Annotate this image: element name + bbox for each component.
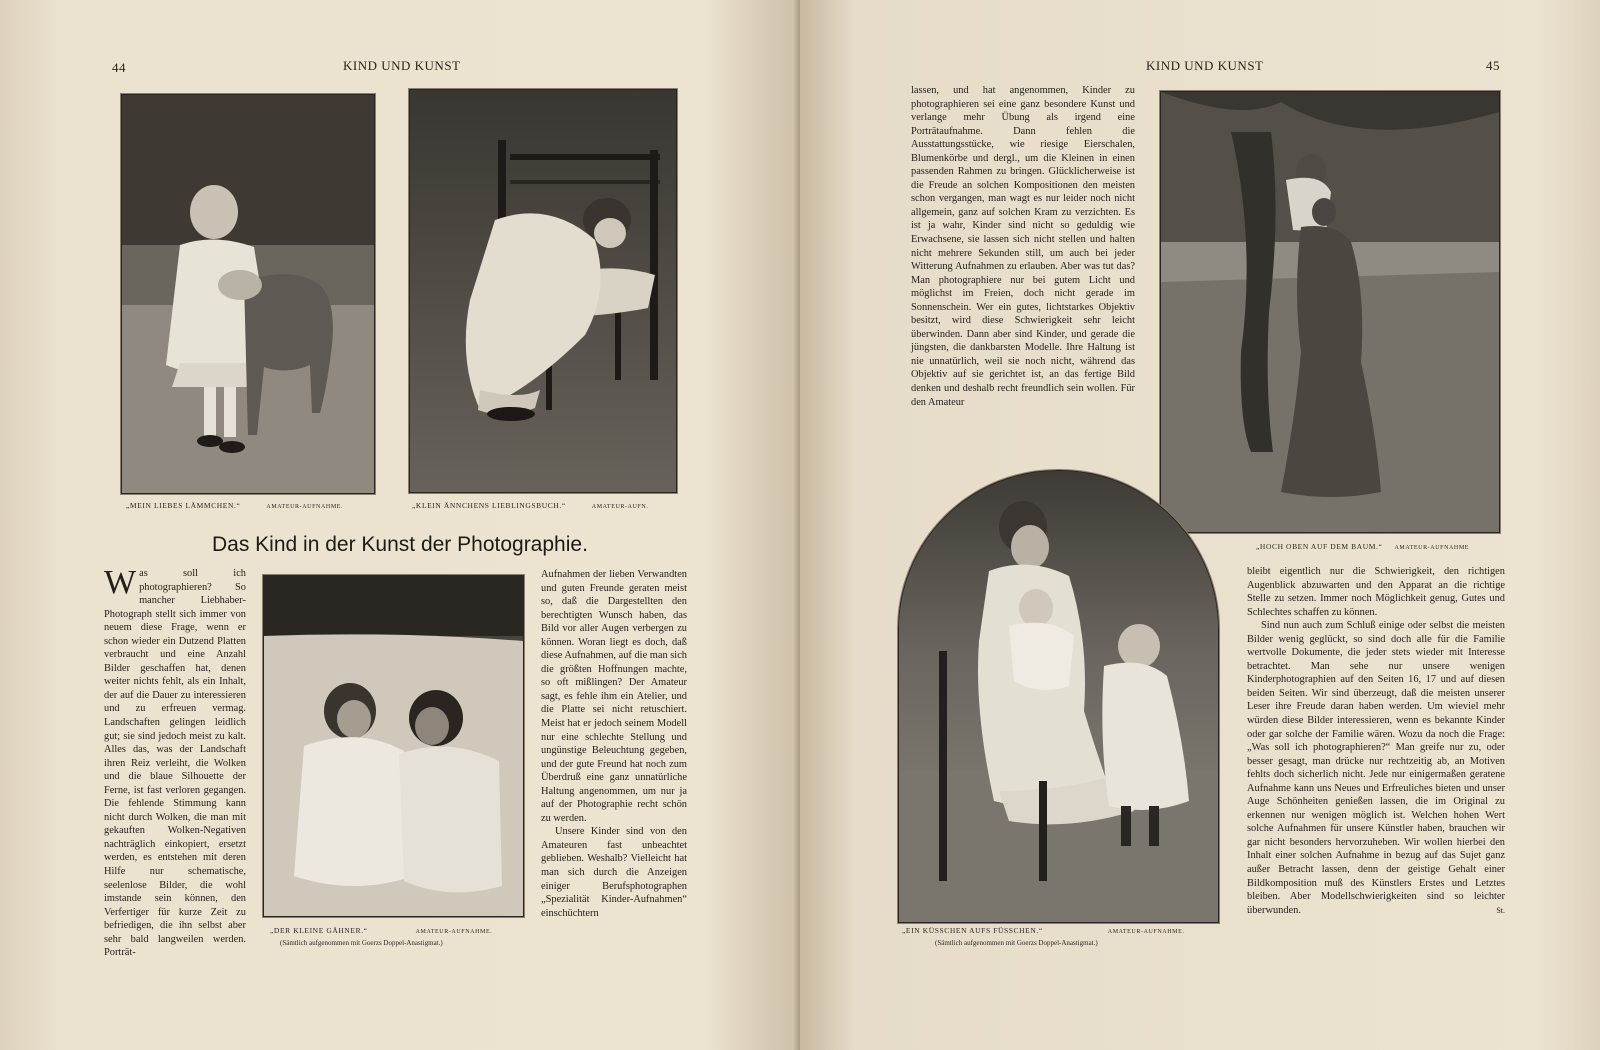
photo-caption [412,501,648,510]
page-number: 44 [112,60,126,75]
caption-title: „HOCH OBEN AUF DEM BAUM.“ [1256,542,1383,551]
drop-cap: W [104,564,137,601]
photo-caption [270,926,492,935]
body-paragraph: Aufnahmen der lieben Verwandten und guten Freunde geraten meist so, daß die Dargestellten den berechtigten Wunsch haben, das Bild vor aller Augen verbergen zu können. Woran liegt es doch, daß diese Aufnahmen, auf die man sich die größten Hoffnungen machte, so oft mißlingen? Der Amateur sagt, es fehle ihm ein Atelier, und die Platte sei nicht retuschiert. Meist hat er jedoch seinem Modell nur eine schlechte Stellung und ungünstige Beleuchtung gegeben, und der gute Freund hat noch zum Überdruß eine ganz unnatürliche Haltung angenommen, um nur ja auf der Photographie recht schön zu werden. [541,569,688,824]
body-text: as soll ich photographieren? So mancher Liebhaber-Photograph stellt sich immer von neuem diese Frage, wenn er schon wieder ein Dutzend Platten verbraucht und eine Anzahl Bilder geschaffen hat, denen weiter nichts fehlt, als ein Inhalt, der auf die Dauer zu interessieren und zu erfreuen vermag. Landschaften gelingen leidlich gut; sie sind jedoch meist zu kalt. Alles das, was der Landschaft ihren Reiz verleiht, die Wolken und die blaue Silhouette der Ferne, ist fast verloren gegangen. Die fehlende Stimmung kann nicht durch Wolken, die man mit gekauften Wolken-Negativen nachträglich einkopiert, ersetzt werden, es entstehen mit deren Hilfe nur schematische, seelenlose Bilder, die wohl imstande sein können, den Verfertiger für kurze Zeit zu befriedigen, die ihn selbst aber sehr bald langweilen werden. Porträt- [104,568,246,959]
photo-mother-with-children-image [899,471,1218,922]
text-column-bottom [1247,565,1505,951]
caption-credit: AMATEUR-AUFNAHME. [1107,929,1185,935]
text-column-1 [104,564,246,959]
author-signature: St. [1496,905,1505,915]
body-paragraph: Sind nun auch zum Schluß einige oder selbst die meisten Bilder wenig geglückt, so sind doch alle für die Familie wertvolle Dokumente, die jeder stets wieder mit Interesse betrachtet. Man sehe nur unsere wenigen Kinderphotographien auf den Seiten 16, 17 und auf diesen beiden Seiten. Wir sind überzeugt, daß die meisten unserer Leser ihre Freude daran haben werden. Um wieviel mehr würden diese Bilder interessieren, wenn es bekannte Kinder oder gar solche der Familie wären. Wozu da noch die Frage: „Was soll ich photographieren?“ Man greife nur zu, oder besser gesagt, man drücke nur rechtzeitig ab, an Motiven fehlts doch sicherlich nicht. Jede nur einigermaßen geratene Aufnahme kann uns Neues und Erfreuliches bieten und unser Auge Schönheiten genießen lassen, die im Original zu erkennen nur wenigen möglich ist. Welchen hohen Wert solche Aufnahmen für unsere Künstler haben, brauchen wir gar nicht besonders hervorzuheben. Wir wollen hierbei den Inhalt einer solchen Aufnahme in bezug auf das Sujet ganz außer Betracht lassen, denn der geistige Gehalt einer Bildkomposition muß des Künstlers Erstes und Letztes bleiben. Aber Modellschwierigkeiten sind so leichter überwunden. [1247,620,1505,916]
caption-credit: AMATEUR-AUFN. [591,504,649,510]
photo-two-babies [263,575,524,917]
page-number: 45 [1486,58,1500,73]
photo-girl-with-lamb [121,94,375,494]
text-column-top [911,84,1135,424]
caption-credit: AMATEUR-AUFNAHME [1394,545,1470,551]
photo-caption [902,926,1184,935]
running-head: KIND UND KUNST [343,58,461,73]
body-paragraph: lassen, und hat angenommen, Kinder zu photographieren sei eine ganz besondere Kunst und verlange mehr Übung als irgend eine Porträtaufnahme. Dann fehlen die Ausstattungsstücke, wie riesige Eierschalen, Blumenkörbe und dergl., um die Kleinen in einen passenden Rahmen zu bringen. Glücklicherweise ist die Freude an solchen Kompositionen den meisten schon vergangen, man wagt es nur leider noch nicht allgemein, ganz auf solchen Kram zu verzichten. Es ist ja wahr, Kinder sind nicht so geduldig wie Erwachsene, sie lassen sich nicht stellen und halten nicht mehrere Sekunden still, um auch bei jeder Witterung Aufnahmen zu erlauben. Aber was tut das? Man photographiere nur bei gutem Licht und möglichst im Freien, doch nicht gerade im Sonnenschein. Wer ein gutes, lichtstarkes Objektiv besitzt, wird diese Schwierigkeit sehr leicht überwinden. Dann aber sind Kinder, und gerade die jüngsten, die dankbarsten Modelle. Ihre Haltung ist nie unnatürlich, weil sie noch nicht, während das Objektiv auf sie gerichtet ist, an das fertige Bild denken und deshalb recht freundlich sein wollen. Für den Amateur [911,85,1135,408]
photo-girl-with-book [409,89,677,493]
caption-credit: AMATEUR-AUFNAHME. [266,504,344,510]
body-paragraph: Unsere Kinder sind von den Amateuren fast unbeachtet geblieben. Weshalb? Vielleicht hat man sich durch die Anzeigen einiger Berufsphotographen „Spezialität Kinder-Aufnahmen“ einschüchtern [541,826,687,919]
right-page [800,0,1600,1050]
caption-title: „MEIN LIEBES LÄMMCHEN.“ [126,501,241,510]
caption-title: „KLEIN ÄNNCHENS LIEBLINGSBUCH.“ [412,501,566,510]
photo-subcaption: (Sämtlich aufgenommen mit Goerzs Doppel-Anastigmat.) [280,939,443,947]
photo-subcaption: (Sämtlich aufgenommen mit Goerzs Doppel-Anastigmat.) [935,939,1098,947]
photo-child-in-tree [1160,91,1500,533]
photo-caption [1256,542,1469,551]
caption-credit: AMATEUR-AUFNAHME. [415,929,493,935]
caption-title: „DER KLEINE GÄHNER.“ [270,926,368,935]
running-head: KIND UND KUNST [1146,58,1264,73]
article-title: Das Kind in der Kunst der Photographie. [212,533,588,556]
photo-girl-with-lamb-image [122,95,374,493]
photo-girl-with-book-image [410,90,676,492]
text-column-2 [541,568,687,955]
photo-mother-with-children [898,470,1219,923]
photo-caption [126,501,343,510]
photo-two-babies-image [264,576,523,916]
body-paragraph: bleibt eigentlich nur die Schwierigkeit, den richtigen Augenblick abzuwarten und den Apparat an die richtige Stelle zu setzen. Immer noch Möglichkeit genug, Gutes und Schlechtes schaffen zu können. [1247,566,1505,618]
caption-title: „EIN KÜSSCHEN AUFS FÜSSCHEN.“ [902,926,1043,935]
photo-child-in-tree-image [1161,92,1499,532]
